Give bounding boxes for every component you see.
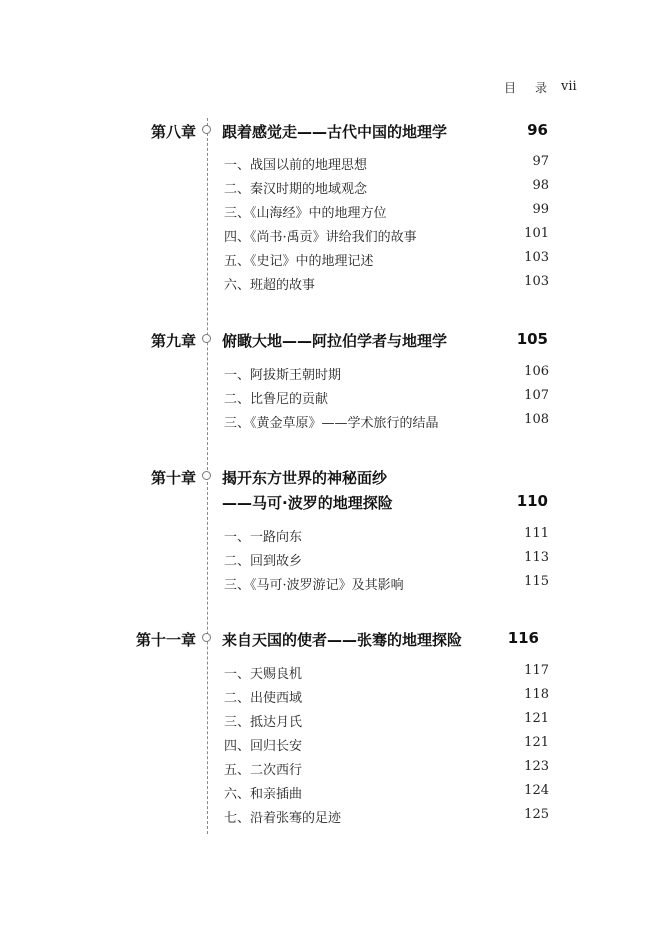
section-item[interactable] bbox=[224, 250, 549, 274]
chapter-number: 第十一章 bbox=[135, 631, 196, 649]
chapter-number: 第八章 bbox=[150, 123, 196, 141]
section-page-number: 115 bbox=[524, 574, 549, 589]
section-label: 一、阿拔斯王朝时期 bbox=[224, 368, 342, 383]
chapter-bullet-icon bbox=[202, 125, 211, 134]
section-page-number: 121 bbox=[524, 735, 549, 750]
section-page-number: 113 bbox=[524, 550, 549, 565]
chapter-subtitle[interactable]: ——马可·波罗的地理探险 bbox=[222, 494, 393, 512]
chapter-title[interactable]: 来自天国的使者——张骞的地理探险 bbox=[222, 631, 463, 649]
section-page-number: 106 bbox=[524, 364, 549, 379]
header-page-number: vii bbox=[561, 79, 577, 94]
section-label: 五、二次西行 bbox=[224, 763, 303, 778]
running-header bbox=[0, 79, 661, 95]
chapter-title[interactable]: 揭开东方世界的神秘面纱 bbox=[222, 469, 388, 487]
section-label: 四、回归长安 bbox=[224, 739, 303, 754]
header-title-char-1: 目 bbox=[504, 81, 517, 95]
section-label: 六、班超的故事 bbox=[224, 278, 316, 293]
section-page-number: 101 bbox=[524, 226, 549, 241]
section-page-number: 123 bbox=[524, 759, 549, 774]
section-label: 三、《黄金草原》——学术旅行的结晶 bbox=[224, 416, 439, 431]
section-page-number: 97 bbox=[532, 154, 549, 169]
section-page-number: 107 bbox=[524, 388, 549, 403]
section-page-number: 121 bbox=[524, 711, 549, 726]
section-label: 一、一路向东 bbox=[224, 530, 303, 545]
chapter-number: 第十章 bbox=[150, 469, 196, 487]
section-label: 一、天赐良机 bbox=[224, 667, 303, 682]
chapter-page-number: 96 bbox=[527, 121, 548, 139]
section-item[interactable] bbox=[224, 526, 549, 550]
section-page-number: 103 bbox=[524, 250, 549, 265]
section-label: 四、《尚书·禹贡》讲给我们的故事 bbox=[224, 230, 417, 245]
section-page-number: 117 bbox=[524, 663, 549, 678]
section-page-number: 98 bbox=[532, 178, 549, 193]
section-label: 三、《山海经》中的地理方位 bbox=[224, 206, 387, 221]
chapter-bullet-icon bbox=[202, 471, 211, 480]
section-label: 五、《史记》中的地理记述 bbox=[224, 254, 374, 269]
section-page-number: 124 bbox=[524, 783, 549, 798]
section-page-number: 125 bbox=[524, 807, 549, 822]
section-item[interactable] bbox=[224, 759, 549, 783]
section-item[interactable] bbox=[224, 807, 549, 831]
section-list bbox=[224, 364, 549, 436]
section-label: 二、比鲁尼的贡献 bbox=[224, 392, 329, 407]
section-label: 二、出使西域 bbox=[224, 691, 303, 706]
section-label: 一、战国以前的地理思想 bbox=[224, 158, 368, 173]
section-item[interactable] bbox=[224, 388, 549, 412]
chapter-number: 第九章 bbox=[150, 332, 196, 350]
section-page-number: 108 bbox=[524, 412, 549, 427]
section-item[interactable] bbox=[224, 735, 549, 759]
section-item[interactable] bbox=[224, 663, 549, 687]
chapter-page-number: 116 bbox=[507, 629, 539, 647]
section-label: 七、沿着张骞的足迹 bbox=[224, 811, 342, 826]
section-item[interactable] bbox=[224, 574, 549, 598]
section-item[interactable] bbox=[224, 412, 549, 436]
section-item[interactable] bbox=[224, 274, 549, 298]
section-item[interactable] bbox=[224, 364, 549, 388]
section-page-number: 118 bbox=[524, 687, 549, 702]
section-item[interactable] bbox=[224, 550, 549, 574]
chapter-page-number: 105 bbox=[516, 330, 548, 348]
section-page-number: 111 bbox=[524, 526, 549, 541]
chapter-title[interactable]: 俯瞰大地——阿拉伯学者与地理学 bbox=[222, 332, 448, 350]
section-page-number: 99 bbox=[532, 202, 549, 217]
chapter-bullet-icon bbox=[202, 633, 211, 642]
header-title-char-2: 录 bbox=[535, 81, 548, 95]
section-item[interactable] bbox=[224, 154, 549, 178]
section-item[interactable] bbox=[224, 687, 549, 711]
section-list bbox=[224, 663, 549, 831]
section-item[interactable] bbox=[224, 226, 549, 250]
section-list bbox=[224, 526, 549, 598]
chapter-page-number: 110 bbox=[516, 492, 548, 510]
section-label: 三、《马可·波罗游记》及其影响 bbox=[224, 578, 404, 593]
section-page-number: 103 bbox=[524, 274, 549, 289]
section-list bbox=[224, 154, 549, 298]
chapter-bullet-icon bbox=[202, 334, 211, 343]
section-item[interactable] bbox=[224, 202, 549, 226]
section-label: 二、秦汉时期的地域观念 bbox=[224, 182, 368, 197]
section-label: 三、抵达月氏 bbox=[224, 715, 303, 730]
section-label: 二、回到故乡 bbox=[224, 554, 303, 569]
section-label: 六、和亲插曲 bbox=[224, 787, 303, 802]
section-item[interactable] bbox=[224, 783, 549, 807]
chapter-title[interactable]: 跟着感觉走——古代中国的地理学 bbox=[222, 123, 448, 141]
section-item[interactable] bbox=[224, 711, 549, 735]
section-item[interactable] bbox=[224, 178, 549, 202]
